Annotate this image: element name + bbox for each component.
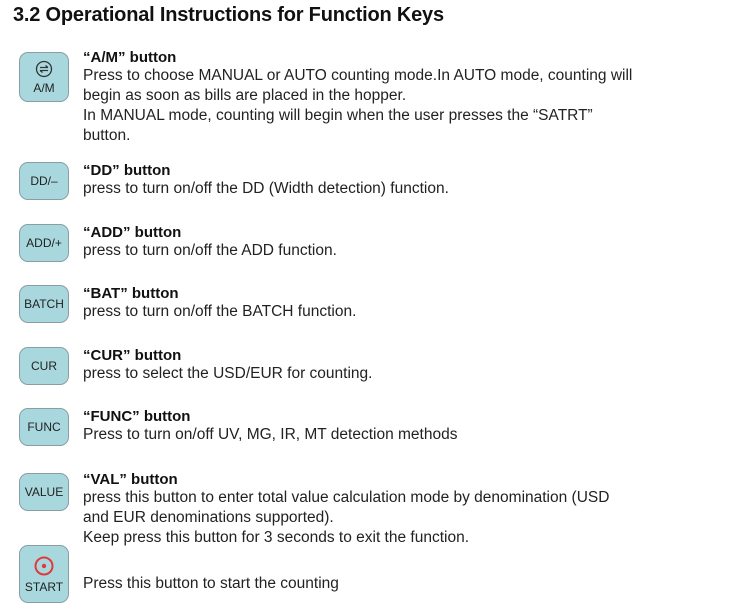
entry-heading: “CUR” button [83, 347, 182, 364]
key-label: START [24, 579, 64, 594]
key-func [19, 408, 69, 446]
entry-line: press to turn on/off the ADD function. [83, 242, 337, 259]
key-start [19, 545, 69, 603]
key-value [19, 473, 69, 511]
entry-func [83, 409, 731, 445]
entry-line: Press this button to start the counting [83, 575, 339, 592]
key-am [19, 52, 69, 102]
entry-heading: “VAL” button [83, 471, 178, 488]
key-label: A/M [33, 80, 55, 95]
entry-line: Press to turn on/off UV, MG, IR, MT detection methods [83, 426, 458, 443]
entry-line: button. [83, 127, 131, 144]
entry-heading: “ADD” button [83, 224, 182, 241]
key-label: VALUE [24, 485, 64, 499]
target-circle-icon [33, 555, 55, 577]
entry-heading: “A/M” button [83, 49, 177, 66]
entry-value [83, 472, 731, 548]
key-label: BATCH [24, 297, 64, 311]
entry-batch [83, 286, 731, 322]
entry-add [83, 225, 731, 261]
entry-line: and EUR denominations supported). [83, 509, 334, 526]
key-label: DD/– [30, 174, 58, 188]
key-label: FUNC [27, 420, 61, 434]
key-label: CUR [31, 359, 57, 373]
entry-dd [83, 163, 731, 199]
key-cur [19, 347, 69, 385]
entry-line: press to turn on/off the BATCH function. [83, 303, 357, 320]
entry-line: press to select the USD/EUR for counting. [83, 365, 373, 382]
key-batch [19, 285, 69, 323]
section-title: 3.2 Operational Instructions for Function Keys [13, 4, 444, 26]
key-label: ADD/+ [26, 236, 62, 250]
entry-line: Press to choose MANUAL or AUTO counting mode.In AUTO mode, counting will [83, 67, 633, 84]
key-dd [19, 162, 69, 200]
key-add [19, 224, 69, 262]
entry-heading: “FUNC” button [83, 408, 191, 425]
entry-heading: “DD” button [83, 162, 171, 179]
entry-line: press this button to enter total value calculation mode by denomination (USD [83, 489, 610, 506]
entry-line: press to turn on/off the DD (Width detection) function. [83, 180, 449, 197]
entry-line: begin as soon as bills are placed in the hopper. [83, 87, 407, 104]
swap-arrows-circle-icon [35, 60, 53, 78]
entry-am [83, 50, 731, 146]
entry-line: In MANUAL mode, counting will begin when the user presses the “SATRT” [83, 107, 593, 124]
entry-cur [83, 348, 731, 384]
entry-heading: “BAT” button [83, 285, 179, 302]
entry-line: Keep press this button for 3 seconds to exit the function. [83, 529, 470, 546]
entry-start [83, 574, 731, 594]
